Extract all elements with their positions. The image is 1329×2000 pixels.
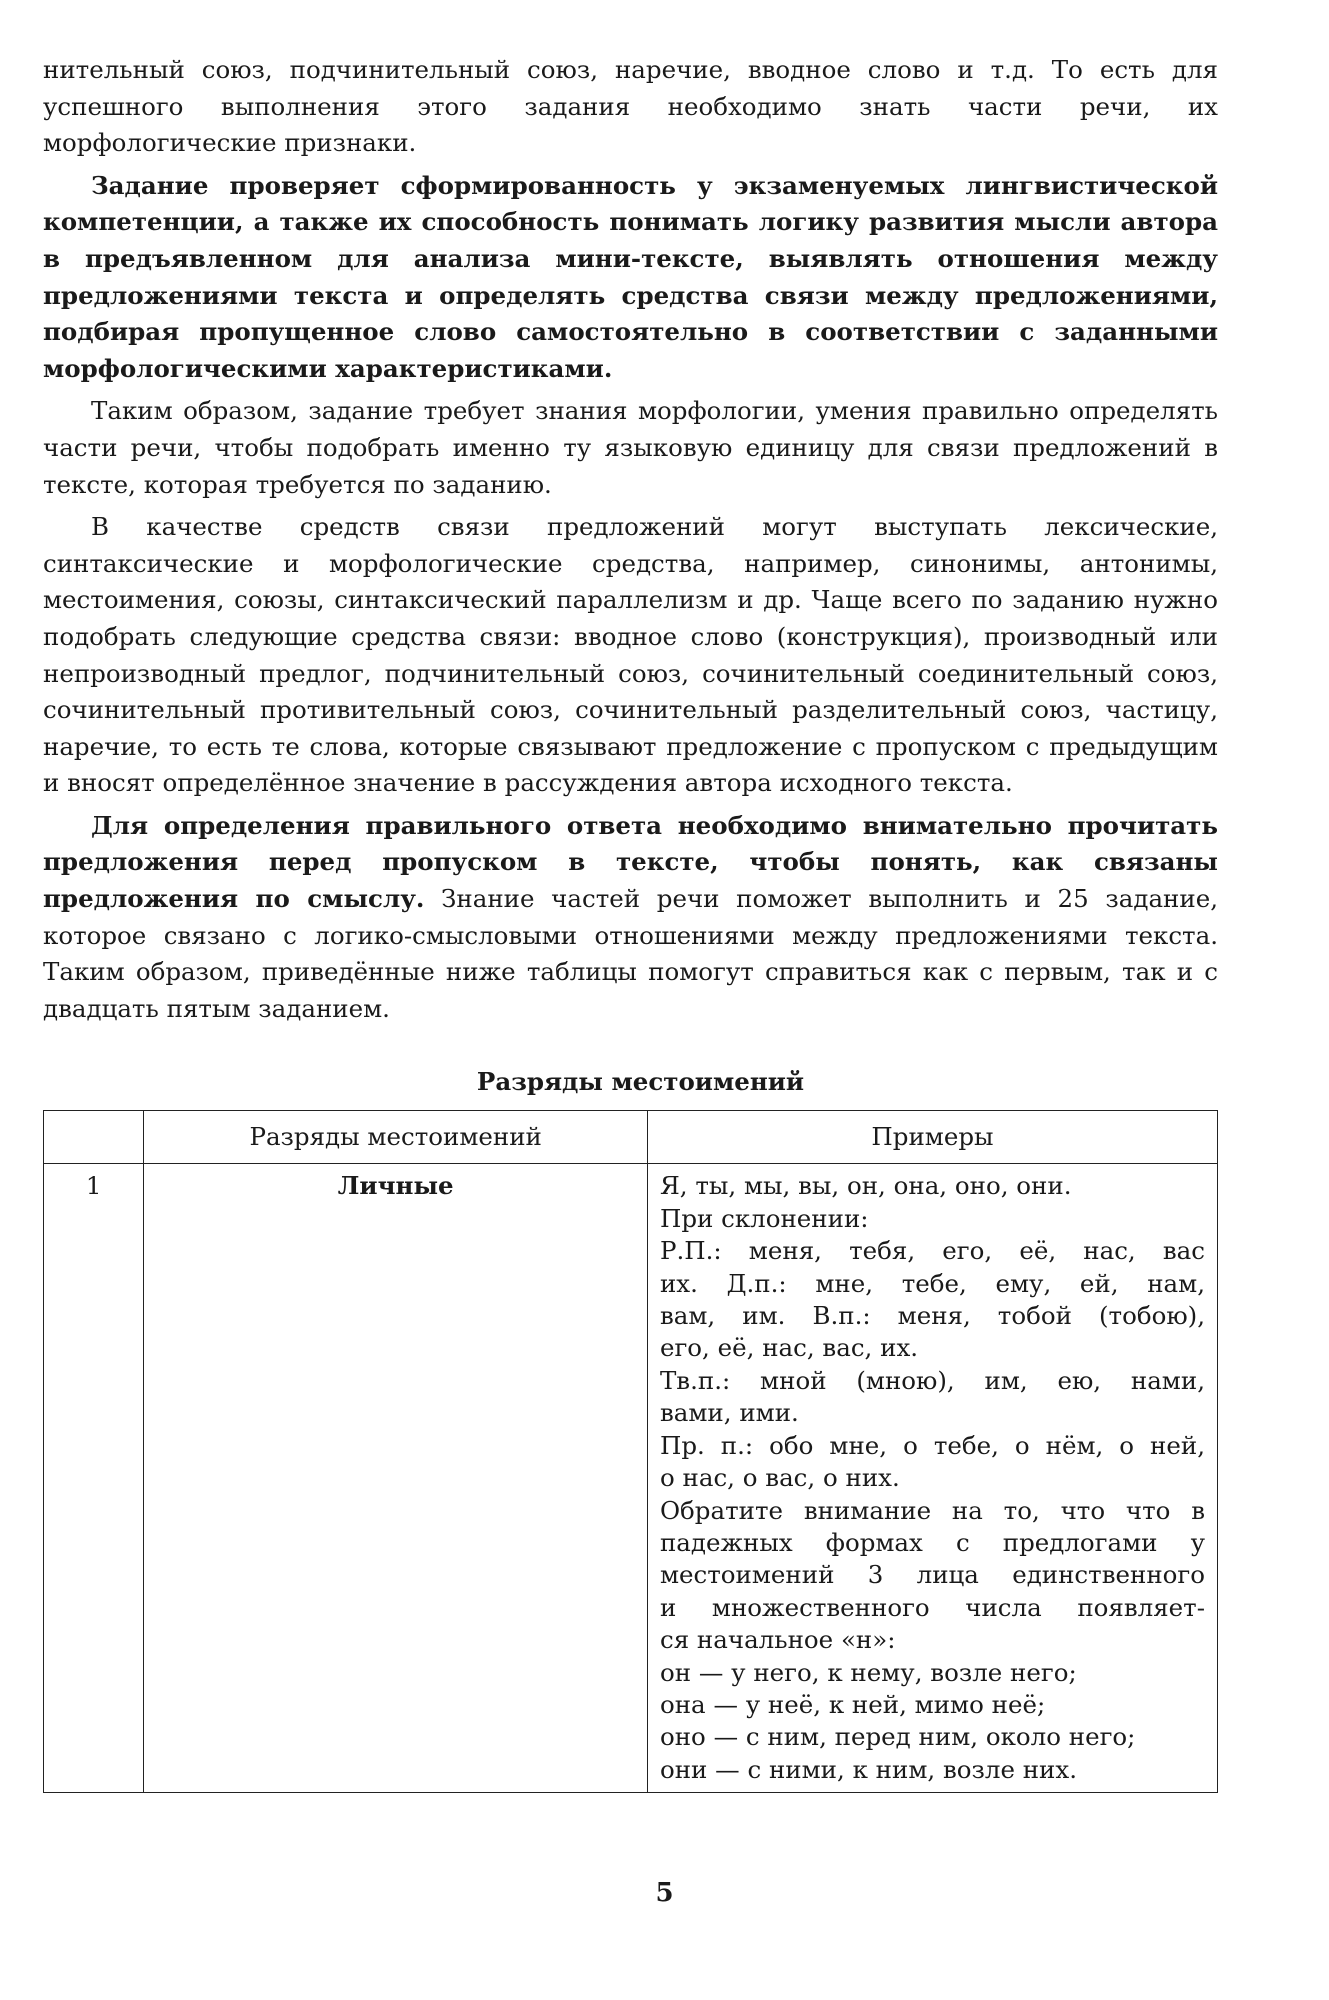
table-title: Разряды местоимений: [476, 1067, 805, 1097]
example-line: вами, ими.: [659, 1398, 799, 1428]
paragraph: [43, 509, 1218, 802]
table-row: [44, 1164, 1218, 1793]
row-examples: [647, 1164, 1217, 1793]
example-line: о нас, о вас, о них.: [659, 1463, 900, 1493]
page-content: [43, 52, 1218, 1793]
paragraph: [43, 393, 1218, 503]
example-line: местоимений 3 лица единственного: [659, 1560, 1205, 1590]
header-category: Разряды местоимений: [144, 1111, 648, 1164]
page-number: 5: [655, 1878, 674, 1908]
example-line: его, её, нас, вас, их.: [659, 1333, 919, 1363]
example-line: он — у него, к нему, возле него;: [659, 1657, 1077, 1687]
example-line: они — с ними, к ним, возле них.: [659, 1754, 1077, 1784]
example-line: падежных формах с предлогами у: [659, 1527, 1205, 1557]
row-category: Личные: [144, 1164, 648, 1793]
bold-text: Задание проверяет сформированность у экзаменуемых лингвистической компетенции, а также их способность понимать логику развития мысли автора в предъявленном для анализа мини-тексте, выявлять отношения между предложениями текста и определять средства связи между предложениями, подбирая пропущенное слово самостоятельно в соответствии с заданными морфологическими характеристиками.: [43, 170, 1218, 383]
bold-text: Для определения правильного ответа необходимо внимательно прочитать предложения перед пропуском в тексте, чтобы понять, как связаны предложения по смыслу.: [43, 810, 1218, 914]
header-examples: Примеры: [647, 1111, 1217, 1164]
example-line: ся начальное «н»:: [659, 1625, 896, 1655]
table-header-row: [44, 1111, 1218, 1164]
paragraph: [43, 52, 1218, 162]
text-run: В качестве средств связи предложений могут выступать лексические, синтаксические и морфологические средства, например, синонимы, антонимы, местоимения, союзы, синтаксический параллелизм и др. Чаще всего по заданию нужно подобрать следующие средства связи: вводное слово (конструкция), производный или непроизводный предлог, подчинительный союз, сочинительный соединительный союз, сочинительный противительный союз, сочинительный разделительный союз, частицу, наречие, то есть те слова, которые связывают предложение с пропуском с предыдущим и вносят определённое значение в рассуждения автора исходного текста.: [43, 512, 1218, 798]
body-text: [43, 52, 1218, 1027]
example-line: их. Д.п.: мне, тебе, ему, ей, нам,: [659, 1268, 1205, 1298]
example-line: При склонении:: [659, 1203, 869, 1233]
example-line: оно — с ним, перед ним, около него;: [659, 1722, 1136, 1752]
example-line: Р.П.: меня, тебя, его, её, нас, вас: [659, 1236, 1205, 1266]
example-line: Обратите внимание на то, что что в: [659, 1495, 1205, 1525]
example-line: Я, ты, мы, вы, он, она, оно, они.: [659, 1171, 1072, 1201]
example-line: Пр. п.: обо мне, о тебе, о нём, о ней,: [659, 1430, 1205, 1460]
example-line: и множественного числа появляет-: [659, 1592, 1205, 1622]
text-run: Таким образом, задание требует знания морфологии, умения правильно определять части речи, чтобы подобрать именно ту языковую единицу для связи предложений в тексте, которая требуется по заданию.: [43, 396, 1218, 499]
text-run: Знание частей речи поможет выполнить и 25 задание, которое связано с логико-смысловыми отношениями между предложениями текста. Таким образом, приведённые ниже таблицы помогут справиться как с первым, так и с двадцать пятым заданием.: [43, 884, 1219, 1023]
pronoun-categories-table: [43, 1110, 1218, 1793]
text-run: нительный союз, подчинительный союз, наречие, вводное слово и т.д. То есть для успешного выполнения этого задания необходимо знать части речи, их морфологические признаки.: [43, 55, 1218, 158]
example-line: она — у неё, к ней, мимо неё;: [659, 1689, 1046, 1719]
header-number: [44, 1111, 144, 1164]
example-line: Тв.п.: мной (мною), им, ею, нами,: [659, 1365, 1205, 1395]
paragraph: [43, 808, 1218, 1028]
example-line: вам, им. В.п.: меня, тобой (тобою),: [659, 1301, 1205, 1331]
paragraph: [43, 168, 1218, 388]
row-number: 1: [44, 1164, 144, 1793]
